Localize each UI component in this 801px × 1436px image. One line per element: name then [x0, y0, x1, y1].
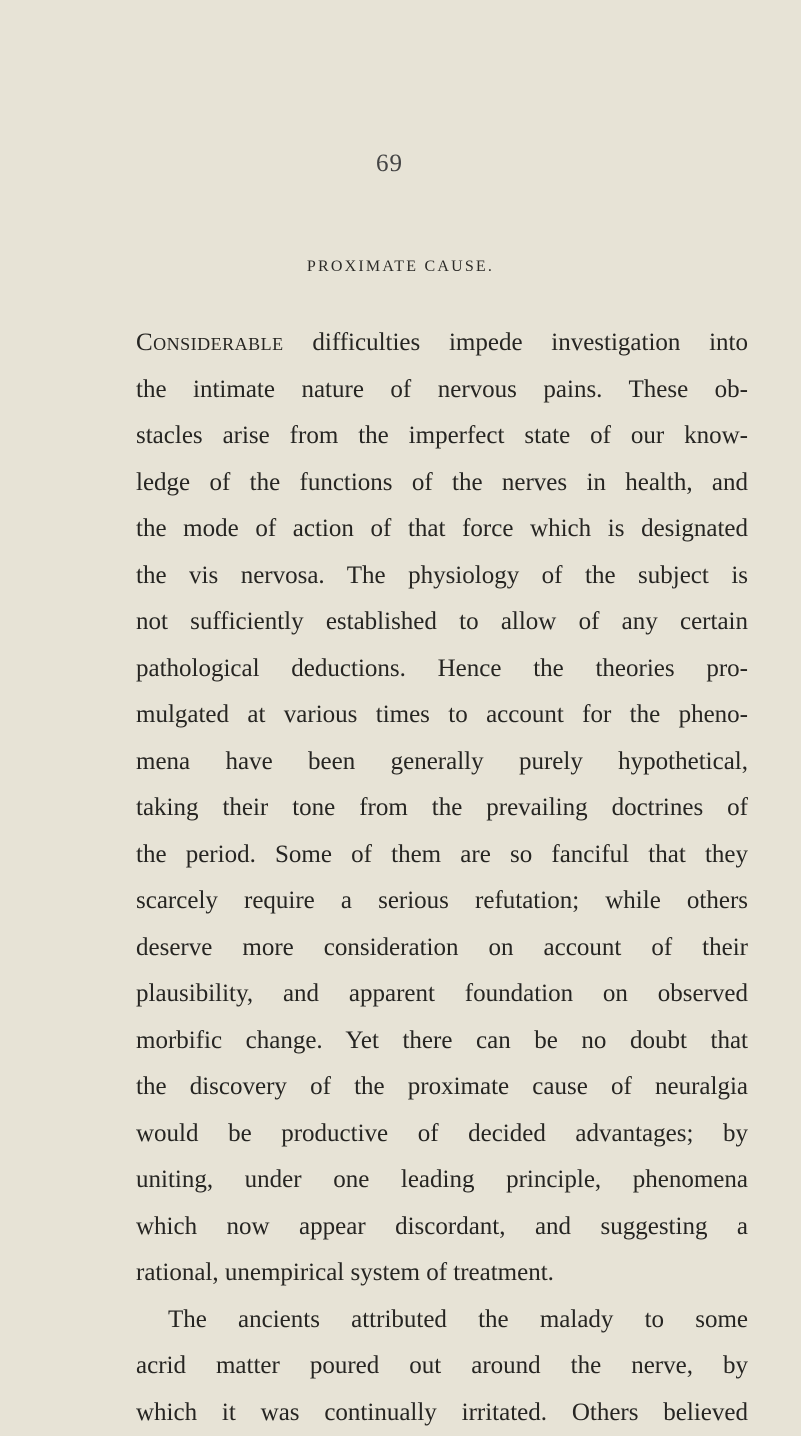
text-line: the discovery of the proximate cause of neuralgia — [136, 1064, 748, 1111]
text-line: morbific change. Yet there can be no doubt that — [136, 1018, 748, 1065]
text-line: Considerable difficulties impede investigation into — [136, 320, 748, 367]
text-line: the intimate nature of nervous pains. These ob- — [136, 367, 748, 414]
text-line: which now appear discordant, and suggesting a — [136, 1204, 748, 1251]
text-line: would be productive of decided advantages; by — [136, 1111, 748, 1158]
text-line: deserve more consideration on account of their — [136, 925, 748, 972]
text-line: mena have been generally purely hypothetical, — [136, 739, 748, 786]
text-line: the vis nervosa. The physiology of the subject is — [136, 553, 748, 600]
text-line: the period. Some of them are so fanciful that they — [136, 832, 748, 879]
text-line: plausibility, and apparent foundation on observed — [136, 971, 748, 1018]
text-line: acrid matter poured out around the nerve, by — [136, 1343, 748, 1390]
text-line: uniting, under one leading principle, phenomena — [136, 1157, 748, 1204]
text-line: ledge of the functions of the nerves in health, and — [136, 460, 748, 507]
text-line: taking their tone from the prevailing doctrines of — [136, 785, 748, 832]
page-number: 69 — [376, 150, 403, 178]
text-line: scarcely require a serious refutation; while others — [136, 878, 748, 925]
text-line: rational, unempirical system of treatment. — [136, 1250, 748, 1297]
text-line: not sufficiently established to allow of any certain — [136, 599, 748, 646]
text-line: the mode of action of that force which is designated — [136, 506, 748, 553]
text-line: pathological deductions. Hence the theories pro- — [136, 646, 748, 693]
text-line: mulgated at various times to account for the pheno- — [136, 692, 748, 739]
body-text — [136, 320, 748, 1436]
text-line: The ancients attributed the malady to some — [136, 1297, 748, 1344]
lead-word: Considerable — [136, 329, 284, 356]
section-heading: PROXIMATE CAUSE. — [0, 258, 801, 276]
text-line: stacles arise from the imperfect state of our know- — [136, 413, 748, 460]
text-line: which it was continually irritated. Others believed — [136, 1390, 748, 1436]
